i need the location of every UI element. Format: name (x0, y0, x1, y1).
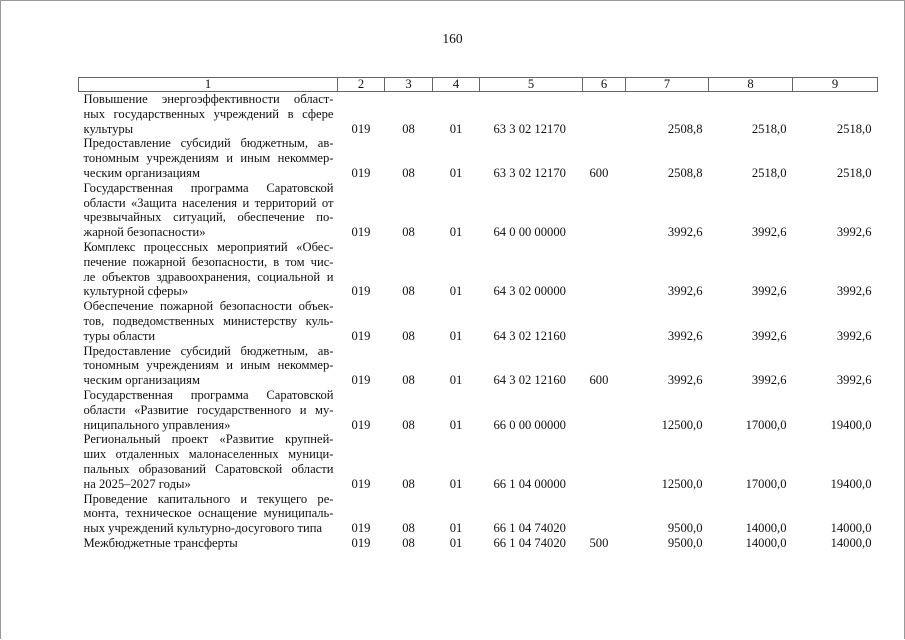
row-description (79, 344, 338, 388)
table-row (79, 92, 878, 137)
description-line: Государственная программа Саратовской (83, 180, 334, 195)
table-row (79, 536, 878, 551)
description-line: ческим организациям (83, 165, 200, 180)
column-header-5: 5 (480, 78, 583, 92)
ministry-code: 019 (351, 165, 371, 180)
description-line: ле объектов здравоохранения, социальной и (83, 269, 334, 284)
section-code: 08 (402, 476, 415, 491)
expense-type-code (583, 432, 626, 491)
page-number: 160 (442, 31, 463, 46)
amount-2027: 3992,6 (836, 328, 872, 343)
description-line: Повышение энергоэффективности област- (83, 92, 334, 106)
table-row (79, 432, 878, 491)
amount-2026: 3992,6 (751, 328, 787, 343)
description-line: монта, техническое оснащение муниципаль- (83, 506, 334, 521)
description-line: тов, подведомственных министерству куль- (83, 313, 334, 328)
table-row (79, 388, 878, 432)
subsection-code: 01 (449, 121, 463, 136)
description-line: Обеспечение пожарной безопасности объек- (83, 299, 334, 314)
expense-type-code (583, 388, 626, 432)
table-row (79, 492, 878, 536)
amount-2027: 2518,0 (836, 165, 872, 180)
expense-type-code: 600 (589, 373, 609, 388)
column-header-6: 6 (583, 78, 626, 92)
column-header-7: 7 (626, 78, 709, 92)
section-code: 08 (402, 417, 415, 432)
amount-2027: 3992,6 (836, 373, 872, 388)
subsection-code: 01 (449, 165, 463, 180)
ministry-code: 019 (351, 284, 371, 299)
amount-2027: 19400,0 (830, 476, 872, 491)
amount-2025: 9500,0 (667, 535, 703, 550)
description-line: ных учреждений культурно-досугового типа (83, 521, 323, 536)
target-article-code: 66 1 04 00000 (493, 476, 566, 491)
description-line: Государственная программа Саратовской (83, 387, 334, 402)
amount-2027: 14000,0 (830, 535, 872, 550)
row-description (79, 136, 338, 180)
subsection-code: 01 (449, 373, 463, 388)
column-header-8: 8 (709, 78, 793, 92)
description-line: культурной сферы» (83, 284, 189, 299)
target-article-code: 64 3 02 00000 (493, 284, 566, 299)
row-description (79, 432, 338, 491)
description-line: Комплекс процессных мероприятий «Обес- (83, 239, 334, 254)
row-description (79, 240, 338, 299)
description-line: Региональный проект «Развитие крупней- (83, 432, 334, 447)
ministry-code: 019 (351, 476, 371, 491)
row-description (79, 492, 338, 536)
amount-2026: 14000,0 (745, 521, 787, 536)
amount-2027: 2518,0 (836, 121, 872, 136)
budget-table (78, 77, 878, 551)
description-line: на 2025–2027 годы» (83, 476, 191, 491)
amount-2026: 3992,6 (751, 284, 787, 299)
description-line: чрезвычайных ситуаций, обеспечение по- (83, 210, 334, 225)
description-line: ниципального управления» (83, 417, 231, 432)
description-line: культуры (83, 121, 134, 136)
amount-2025: 3992,6 (667, 373, 703, 388)
ministry-code: 019 (351, 417, 371, 432)
description-line: ших отдаленных малонаселенных муници- (83, 447, 334, 462)
section-code: 08 (402, 225, 415, 240)
amount-2026: 3992,6 (751, 373, 787, 388)
description-line: пальных образований Саратовской области (83, 461, 334, 476)
expense-type-code: 500 (589, 535, 609, 550)
expense-type-code (583, 181, 626, 240)
section-code: 08 (402, 284, 415, 299)
column-header-3: 3 (385, 78, 433, 92)
ministry-code: 019 (351, 373, 371, 388)
target-article-code: 64 3 02 12160 (493, 328, 566, 343)
amount-2025: 3992,6 (667, 284, 703, 299)
expense-type-code (583, 492, 626, 536)
row-description (79, 299, 338, 343)
section-code: 08 (402, 521, 415, 536)
column-header-9: 9 (793, 78, 878, 92)
target-article-code: 66 1 04 74020 (493, 535, 566, 550)
description-line: туры области (83, 328, 156, 343)
amount-2025: 3992,6 (667, 225, 703, 240)
description-line: области «Защита населения и территорий от (83, 195, 334, 210)
amount-2025: 3992,6 (667, 328, 703, 343)
subsection-code: 01 (449, 328, 463, 343)
amount-2026: 2518,0 (751, 165, 787, 180)
description-line: Межбюджетные трансферты (83, 535, 238, 550)
amount-2026: 2518,0 (751, 121, 787, 136)
row-description (79, 388, 338, 432)
section-code: 08 (402, 121, 415, 136)
table-body (79, 92, 878, 551)
table-row (79, 181, 878, 240)
subsection-code: 01 (449, 476, 463, 491)
amount-2025: 9500,0 (667, 521, 703, 536)
expense-type-code (583, 240, 626, 299)
amount-2025: 12500,0 (661, 417, 703, 432)
table-row (79, 240, 878, 299)
column-header-2: 2 (338, 78, 385, 92)
amount-2027: 14000,0 (830, 521, 872, 536)
table-row (79, 344, 878, 388)
amount-2026: 17000,0 (745, 417, 787, 432)
amount-2026: 3992,6 (751, 225, 787, 240)
description-line: жарной безопасности» (83, 225, 206, 240)
description-line: ческим организациям (83, 373, 200, 388)
amount-2025: 2508,8 (667, 121, 703, 136)
subsection-code: 01 (449, 225, 463, 240)
subsection-code: 01 (449, 417, 463, 432)
section-code: 08 (402, 165, 415, 180)
table-row (79, 136, 878, 180)
expense-type-code (583, 299, 626, 343)
subsection-code: 01 (449, 284, 463, 299)
subsection-code: 01 (449, 535, 463, 550)
ministry-code: 019 (351, 121, 371, 136)
description-line: Предоставление субсидий бюджетным, ав- (83, 136, 334, 151)
target-article-code: 64 3 02 12160 (493, 373, 566, 388)
amount-2025: 2508,8 (667, 165, 703, 180)
row-description (79, 92, 338, 137)
column-number-header (79, 78, 878, 92)
amount-2027: 3992,6 (836, 225, 872, 240)
ministry-code: 019 (351, 535, 371, 550)
description-line: тономным учреждениям и иным некоммер- (83, 151, 334, 166)
section-code: 08 (402, 373, 415, 388)
description-line: печение пожарной безопасности, в том чис- (83, 254, 334, 269)
row-description (79, 181, 338, 240)
expense-type-code (583, 92, 626, 137)
description-line: области «Развитие государственного и му- (83, 402, 334, 417)
ministry-code: 019 (351, 225, 371, 240)
column-header-4: 4 (433, 78, 480, 92)
subsection-code: 01 (449, 521, 463, 536)
expense-type-code: 600 (589, 165, 609, 180)
row-description (79, 536, 338, 551)
column-header-1: 1 (79, 78, 338, 92)
target-article-code: 64 0 00 00000 (493, 225, 566, 240)
amount-2027: 19400,0 (830, 417, 872, 432)
description-line: тономным учреждениям и иным некоммер- (83, 358, 334, 373)
table-row (79, 299, 878, 343)
target-article-code: 66 1 04 74020 (493, 521, 566, 536)
description-line: Проведение капитального и текущего ре- (83, 491, 334, 506)
ministry-code: 019 (351, 521, 371, 536)
description-line: ных государственных учреждений в сфере (83, 106, 334, 121)
amount-2027: 3992,6 (836, 284, 872, 299)
ministry-code: 019 (351, 328, 371, 343)
section-code: 08 (402, 535, 415, 550)
description-line: Предоставление субсидий бюджетным, ав- (83, 343, 334, 358)
amount-2026: 14000,0 (745, 535, 787, 550)
section-code: 08 (402, 328, 415, 343)
amount-2025: 12500,0 (661, 476, 703, 491)
target-article-code: 66 0 00 00000 (493, 417, 566, 432)
target-article-code: 63 3 02 12170 (493, 165, 566, 180)
amount-2026: 17000,0 (745, 476, 787, 491)
target-article-code: 63 3 02 12170 (493, 121, 566, 136)
